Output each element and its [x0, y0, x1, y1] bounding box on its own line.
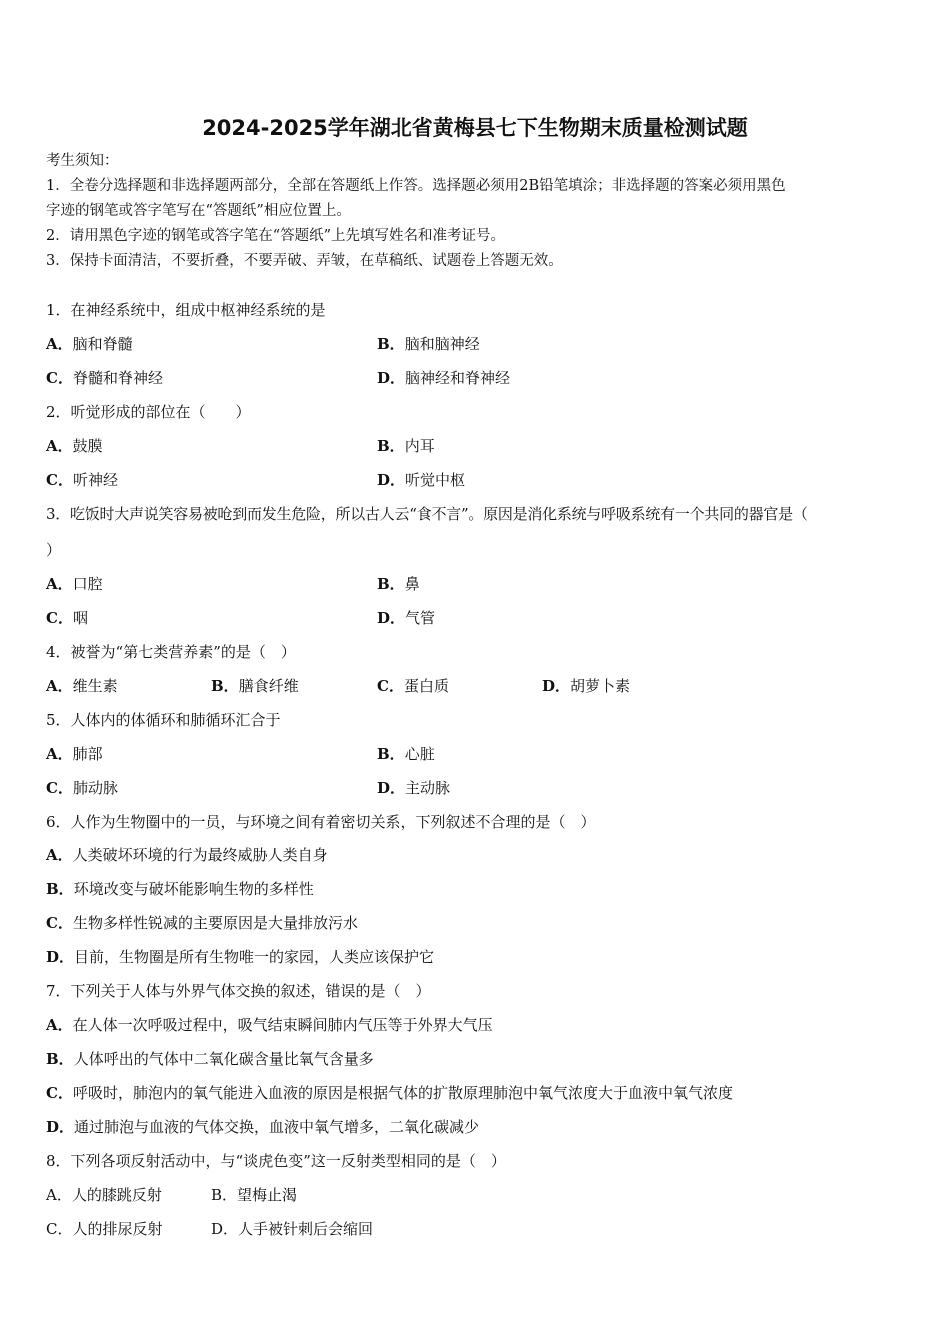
option-letter: A． [46, 437, 73, 455]
question-6-option-a [46, 845, 328, 865]
option-text: 鼓膜 [72, 437, 103, 455]
question-5-option-a [46, 744, 103, 764]
question-1-stem: 1．在神经系统中，组成中枢神经系统的是 [46, 301, 326, 319]
question-4-option-b [211, 676, 299, 696]
question-8-option-b [211, 1185, 297, 1205]
question-6-option-c [46, 913, 358, 933]
question-5-option-b [377, 744, 435, 764]
question-3-option-b [377, 574, 420, 594]
question-5-stem: 5．人体内的体循环和肺循环汇合于 [46, 711, 281, 729]
option-letter: B． [377, 437, 405, 455]
notice-item-1-cont: 字迹的钢笔或答字笔写在“答题纸”相应位置上。 [46, 203, 351, 219]
option-letter: C． [46, 471, 73, 489]
option-text: 蛋白质 [403, 677, 449, 695]
question-4-option-a [46, 676, 118, 696]
option-letter: D． [377, 779, 406, 797]
option-text: 主动脉 [405, 779, 451, 797]
question-2-option-c [46, 470, 118, 490]
option-text: 人类破坏环境的行为最终威胁人类自身 [72, 846, 328, 864]
option-letter: D． [377, 471, 406, 489]
option-text: 目前，生物圈是所有生物唯一的家园，人类应该保护它 [74, 948, 435, 966]
option-letter: A． [46, 745, 73, 763]
option-text: 人的排尿反射 [72, 1220, 163, 1238]
option-letter: C． [46, 1220, 73, 1238]
question-6-stem: 6．人作为生物圈中的一员，与环境之间有着密切关系，下列叙述不合理的是（ ） [46, 813, 596, 831]
question-2-option-d [377, 470, 465, 490]
option-letter: A． [46, 846, 73, 864]
question-2-stem: 2．听觉形成的部位在（ ） [46, 403, 251, 421]
question-1-option-a [46, 334, 133, 354]
question-2-option-a [46, 436, 103, 456]
question-8-option-d [211, 1219, 373, 1239]
question-5-option-d [377, 778, 450, 798]
notice-item-2: 2．请用黑色字迹的钢笔或答字笔在“答题纸”上先填写姓名和准考证号。 [46, 228, 506, 244]
option-text: 听神经 [72, 471, 118, 489]
option-letter: C． [46, 1084, 73, 1102]
question-1-option-b [377, 334, 480, 354]
option-letter: C． [377, 677, 404, 695]
notice-item-3: 3．保持卡面清洁，不要折叠，不要弄破、弄皱，在草稿纸、试题卷上答题无效。 [46, 253, 563, 269]
question-3-stem-cont: ） [46, 541, 62, 559]
option-text: 通过肺泡与血液的气体交换，血液中氧气增多，二氧化碳减少 [74, 1118, 480, 1136]
option-text: 气管 [405, 609, 436, 627]
option-letter: B． [211, 677, 239, 695]
option-text: 脑和脑神经 [404, 335, 480, 353]
option-letter: A． [46, 677, 73, 695]
option-letter: B． [377, 745, 405, 763]
option-text: 生物多样性锐减的主要原因是大量排放污水 [72, 914, 358, 932]
option-letter: A． [46, 575, 73, 593]
option-letter: A． [46, 335, 73, 353]
question-3-option-a [46, 574, 103, 594]
question-7-option-d [46, 1117, 479, 1137]
option-text: 膳食纤维 [238, 677, 299, 695]
option-letter: B． [46, 880, 74, 898]
option-text: 环境改变与破坏能影响生物的多样性 [73, 880, 314, 898]
option-text: 维生素 [72, 677, 118, 695]
option-letter: B． [377, 575, 405, 593]
question-7-option-b [46, 1049, 374, 1069]
option-text: 心脏 [404, 745, 435, 763]
option-letter: C． [46, 914, 73, 932]
question-6-option-d [46, 947, 434, 967]
question-3-option-d [377, 608, 435, 628]
option-text: 在人体一次呼吸过程中，吸气结束瞬间肺内气压等于外界大气压 [72, 1016, 493, 1034]
question-1-option-c [46, 368, 163, 388]
option-text: 呼吸时，肺泡内的氧气能进入血液的原因是根据气体的扩散原理肺泡中氧气浓度大于血液中氧气浓度 [72, 1084, 733, 1102]
option-text: 人手被针刺后会缩回 [238, 1220, 374, 1238]
option-text: 听觉中枢 [405, 471, 466, 489]
option-text: 口腔 [72, 575, 103, 593]
option-text: 肺部 [72, 745, 103, 763]
question-5-option-c [46, 778, 118, 798]
option-text: 脑和脊髓 [72, 335, 133, 353]
option-letter: C． [46, 779, 73, 797]
option-letter: B． [377, 335, 405, 353]
question-4-option-d [542, 676, 630, 696]
option-text: 鼻 [404, 575, 420, 593]
option-letter: C． [46, 369, 73, 387]
option-letter: B． [211, 1186, 238, 1204]
option-text: 内耳 [404, 437, 435, 455]
question-6-option-b [46, 879, 314, 899]
option-text: 人体呼出的气体中二氧化碳含量比氧气含量多 [73, 1050, 374, 1068]
question-8-stem: 8．下列各项反射活动中，与“谈虎色变”这一反射类型相同的是（ ） [46, 1152, 506, 1170]
question-2-option-b [377, 436, 435, 456]
option-text: 肺动脉 [72, 779, 118, 797]
option-letter: D． [377, 609, 406, 627]
option-letter: D． [211, 1220, 239, 1238]
notice-item-1: 1．全卷分选择题和非选择题两部分，全部在答题纸上作答。选择题必须用2B铅笔填涂；非选择题的答案必须用黑色 [46, 178, 786, 194]
option-letter: B． [46, 1050, 74, 1068]
question-3-stem: 3．吃饭时大声说笑容易被呛到而发生危险，所以古人云“食不言”。原因是消化系统与呼吸系统有一个共同的器官是（ [46, 505, 808, 523]
page-title: 2024-2025学年湖北省黄梅县七下生物期末质量检测试题 [202, 116, 748, 140]
option-letter: A． [46, 1016, 73, 1034]
question-3-option-c [46, 608, 88, 628]
option-letter: D． [46, 948, 75, 966]
option-letter: D． [46, 1118, 75, 1136]
option-text: 脊髓和脊神经 [72, 369, 163, 387]
question-8-option-c [46, 1219, 163, 1239]
option-letter: A． [46, 1186, 72, 1204]
option-letter: C． [46, 609, 73, 627]
question-1-option-d [377, 368, 510, 388]
question-7-option-c [46, 1083, 733, 1103]
notice-heading: 考生须知： [46, 153, 119, 169]
question-7-option-a [46, 1015, 493, 1035]
question-4-stem: 4．被誉为“第七类营养素”的是（ ） [46, 643, 296, 661]
option-text: 咽 [72, 609, 88, 627]
option-text: 胡萝卜素 [570, 677, 631, 695]
question-7-stem: 7．下列关于人体与外界气体交换的叙述，错误的是（ ） [46, 982, 431, 1000]
option-letter: D． [377, 369, 406, 387]
question-8-option-a [46, 1185, 162, 1205]
option-letter: D． [542, 677, 571, 695]
option-text: 脑神经和脊神经 [405, 369, 511, 387]
option-text: 人的膝跳反射 [71, 1186, 162, 1204]
option-text: 望梅止渴 [237, 1186, 298, 1204]
question-4-option-c [377, 676, 449, 696]
